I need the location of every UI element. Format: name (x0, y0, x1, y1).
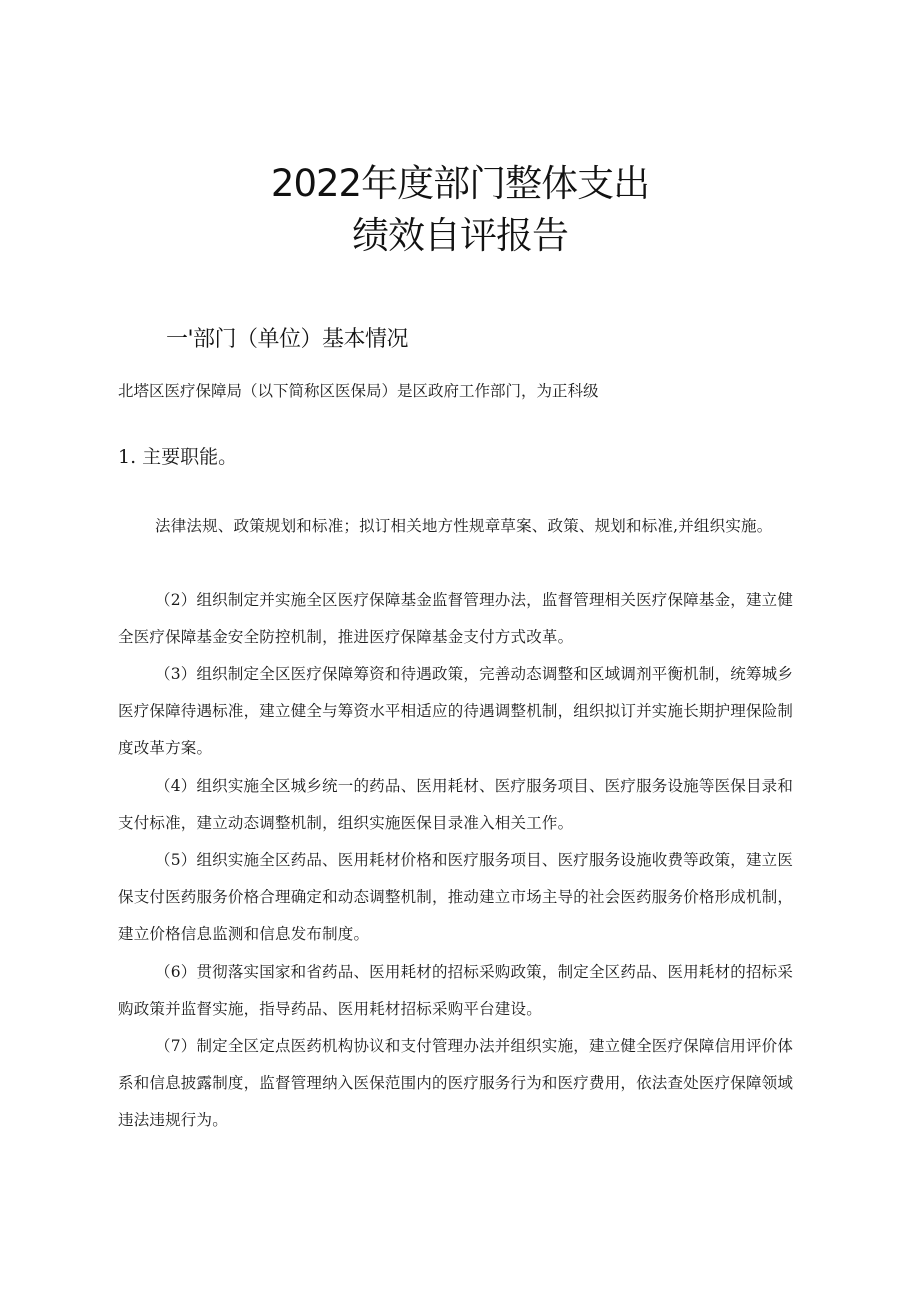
document-title-line-2: 绩效自评报告 (352, 214, 568, 257)
function-paragraph-2: （2）组织制定并实施全区医疗保障基金监督管理办法，监督管理相关医疗保障基金，建立健全医疗保障基金安全防控机制，推进医疗保障基金支付方式改革。 (118, 591, 794, 646)
function-paragraph-7: （7）制定全区定点医药机构协议和支付管理办法并组织实施，建立健全医疗保障信用评价体系和信息披露制度，监督管理纳入医保范围内的医疗服务行为和医疗费用，依法查处医疗保障领域违法违规行为。 (118, 1037, 794, 1129)
function-paragraph-5: （5）组织实施全区药品、医用耗材价格和医疗服务项目、医疗服务设施收费等政策，建立医保支付医药服务价格合理确定和动态调整机制，推动建立市场主导的社会医药服务价格形成机制，建立价格信息监测和信息发布制度。 (118, 851, 794, 943)
function-paragraph-1: 法律法规、政策规划和标准；拟订相关地方性规章草案、政策、规划和标准,并组织实施。 (155, 517, 773, 535)
function-paragraph-3: （3）组织制定全区医疗保障筹资和待遇政策，完善动态调整和区域调剂平衡机制，统筹城乡医疗保障待遇标准，建立健全与筹资水平相适应的待遇调整机制，组织拟订并实施长期护理保险制度改革方案。 (118, 665, 794, 757)
intro-sentence: 北塔区医疗保障局（以下简称区医保局）是区政府工作部门，为正科级 (118, 382, 599, 400)
section-heading-basic-info: 一'部门（单位）基本情况 (166, 327, 409, 352)
document-title-line-1: 2022年度部门整体支出 (270, 162, 650, 205)
function-paragraph-4: （4）组织实施全区城乡统一的药品、医用耗材、医疗服务项目、医疗服务设施等医保目录和支付标准，建立动态调整机制，组织实施医保目录准入相关工作。 (118, 777, 794, 832)
main-functions-heading: 1. 主要职能。 (118, 446, 238, 468)
function-paragraph-6: （6）贯彻落实国家和省药品、医用耗材的招标采购政策，制定全区药品、医用耗材的招标采购政策并监督实施，指导药品、医用耗材招标采购平台建设。 (118, 963, 794, 1018)
